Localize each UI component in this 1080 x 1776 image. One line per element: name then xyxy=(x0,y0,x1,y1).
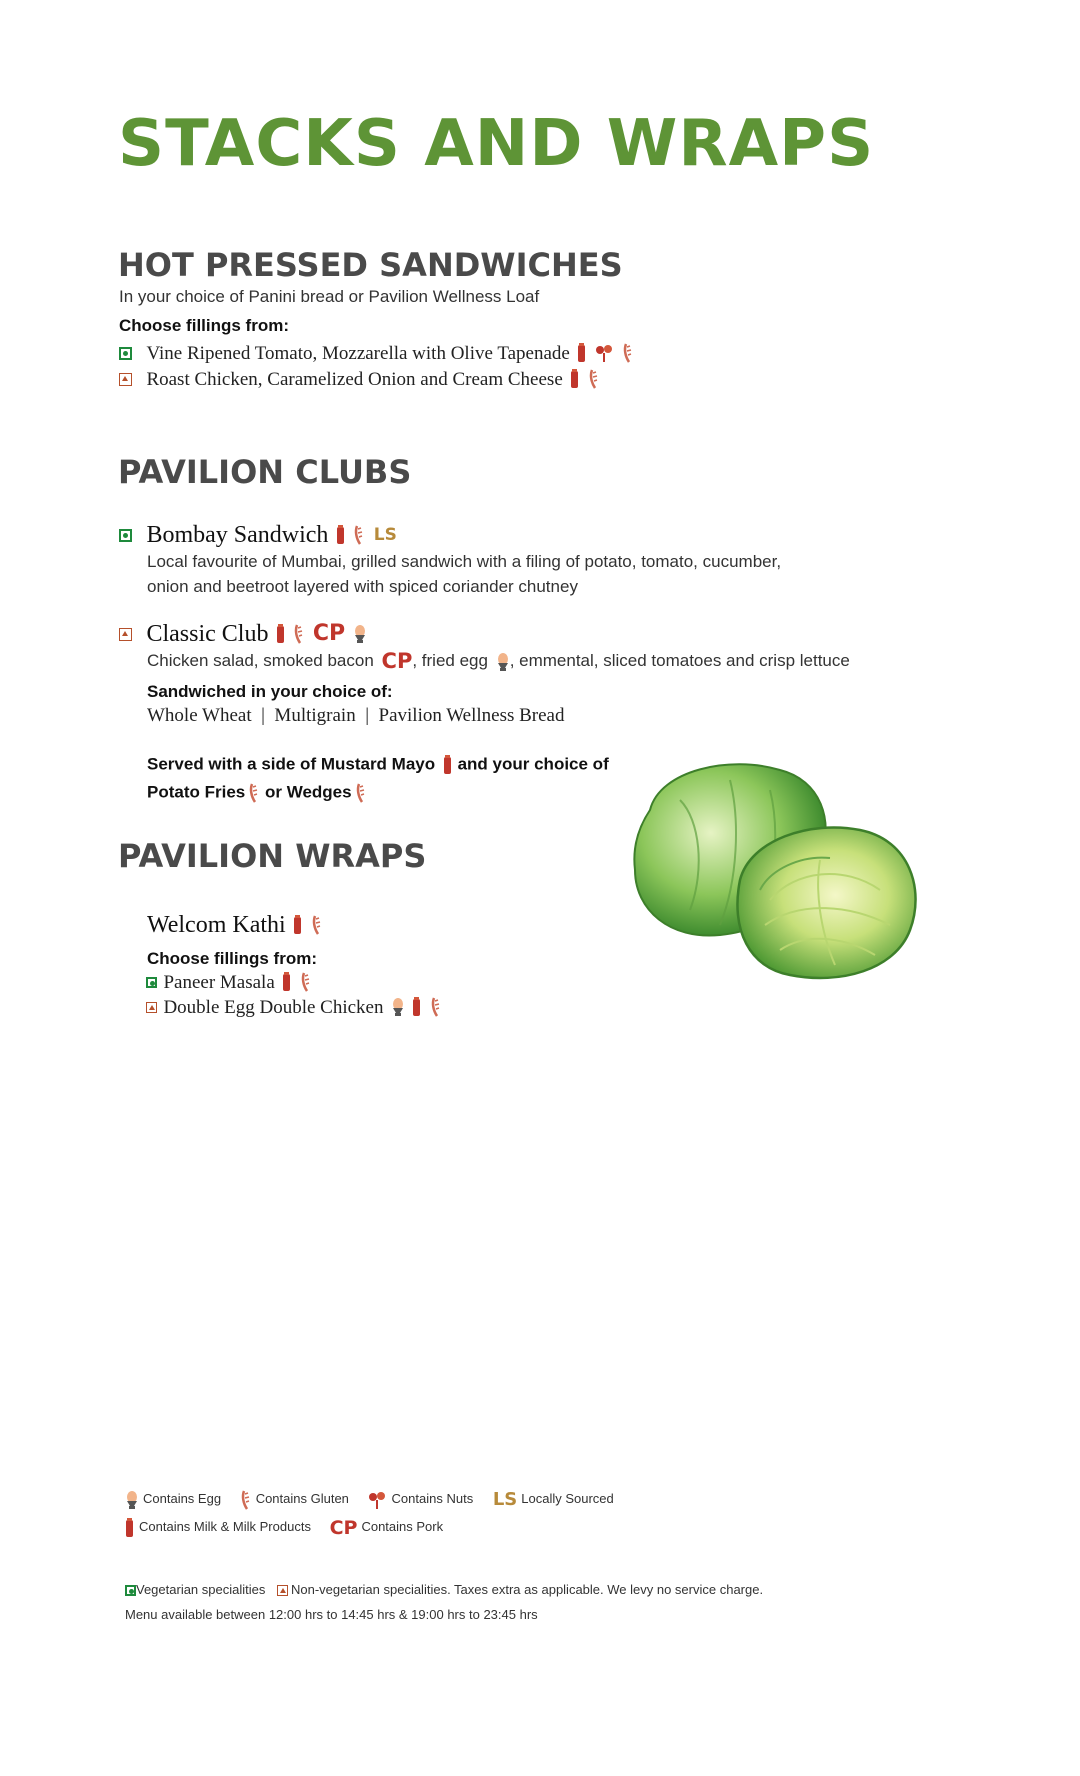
legend-label: Locally Sourced xyxy=(521,1491,614,1507)
filling-name: Roast Chicken, Caramelized Onion and Cream Cheese xyxy=(146,368,563,390)
section-title-wraps: PAVILION WRAPS xyxy=(118,837,427,875)
footer-veg-text: Vegetarian specialities xyxy=(136,1582,266,1597)
veg-icon xyxy=(119,347,132,360)
bread-options: Whole Wheat | Multigrain | Pavilion Wellness Bread xyxy=(147,705,565,726)
nuts-icon xyxy=(595,343,615,363)
veg-icon xyxy=(146,977,157,988)
milk-icon xyxy=(443,755,453,775)
non-veg-icon xyxy=(119,628,132,641)
pork-badge: CP xyxy=(381,649,413,674)
legend-label: Contains Pork xyxy=(361,1519,444,1535)
section-title-clubs: PAVILION CLUBS xyxy=(118,453,412,491)
gluten-icon xyxy=(293,624,305,644)
list-item xyxy=(146,997,442,1017)
legend-label: Contains Gluten xyxy=(255,1491,349,1507)
side-text: Potato Fries xyxy=(147,782,246,802)
wraps-choose-label: Choose fillings from: xyxy=(147,949,317,968)
non-veg-icon xyxy=(119,373,132,386)
menu-item-bombay-sandwich xyxy=(119,523,397,547)
side-line-1 xyxy=(147,755,609,775)
gluten-icon xyxy=(311,915,323,935)
description-text: , fried egg xyxy=(412,651,488,670)
gluten-icon xyxy=(355,783,367,803)
egg-icon xyxy=(353,625,367,643)
egg-icon xyxy=(125,1491,139,1509)
veg-icon xyxy=(119,529,132,542)
legend-label: Contains Nuts xyxy=(391,1491,474,1507)
description-text: , emmental, sliced tomatoes and crisp lettuce xyxy=(509,651,850,670)
item-description xyxy=(147,549,781,599)
list-item xyxy=(119,369,600,389)
pork-badge: CP xyxy=(312,621,346,646)
section-title-hot-pressed: HOT PRESSED SANDWICHES xyxy=(118,246,623,284)
list-item xyxy=(119,343,634,363)
non-veg-icon xyxy=(277,1585,288,1596)
pork-badge: CP xyxy=(329,1516,358,1539)
filling-name: Double Egg Double Chicken xyxy=(163,996,384,1018)
hot-pressed-choose-label: Choose fillings from: xyxy=(119,316,289,335)
egg-icon xyxy=(391,998,405,1016)
page-title: STACKS AND WRAPS xyxy=(118,107,875,181)
milk-icon xyxy=(125,1518,135,1538)
menu-item-classic-club xyxy=(119,622,367,646)
gluten-icon xyxy=(353,525,365,545)
milk-icon xyxy=(570,369,580,389)
description-line: Local favourite of Mumbai, grilled sandwich with a filing of potato, tomato, cucumber, xyxy=(147,552,782,571)
gluten-icon xyxy=(240,1490,252,1510)
nuts-icon xyxy=(368,1490,388,1510)
milk-icon xyxy=(412,997,422,1017)
lettuce-illustration xyxy=(620,750,930,995)
veg-icon xyxy=(125,1585,136,1596)
hot-pressed-subtitle: In your choice of Panini bread or Pavilion Wellness Loaf xyxy=(119,287,540,306)
side-text: and your choice of xyxy=(457,754,609,774)
side-text: or Wedges xyxy=(264,782,352,802)
non-veg-icon xyxy=(146,1002,157,1013)
menu-item-welcom-kathi xyxy=(147,913,323,937)
locally-sourced-badge: LS xyxy=(373,524,397,545)
side-line-2 xyxy=(147,783,367,803)
gluten-icon xyxy=(622,343,634,363)
list-item xyxy=(146,972,312,992)
description-line: onion and beetroot layered with spiced coriander chutney xyxy=(147,577,578,596)
gluten-icon xyxy=(588,369,600,389)
gluten-icon xyxy=(248,783,260,803)
egg-icon xyxy=(496,653,510,671)
legend-label: Contains Milk & Milk Products xyxy=(139,1519,311,1535)
legend-label: Contains Egg xyxy=(143,1491,222,1507)
item-name: Bombay Sandwich xyxy=(146,522,329,548)
milk-icon xyxy=(282,972,292,992)
milk-icon xyxy=(336,525,346,545)
footer-hours: Menu available between 12:00 hrs to 14:45 hrs & 19:00 hrs to 23:45 hrs xyxy=(125,1607,538,1622)
gluten-icon xyxy=(300,972,312,992)
filling-name: Paneer Masala xyxy=(163,971,275,993)
item-name: Classic Club xyxy=(146,621,269,647)
milk-icon xyxy=(293,915,303,935)
locally-sourced-badge: LS xyxy=(492,1489,518,1510)
gluten-icon xyxy=(430,997,442,1017)
footer-notes xyxy=(125,1583,763,1596)
footer-nonveg-text: Non-vegetarian specialities. Taxes extra as applicable. We levy no service charge. xyxy=(290,1582,764,1597)
legend-row-2 xyxy=(125,1518,455,1538)
bread-choice-label: Sandwiched in your choice of: xyxy=(147,682,393,701)
item-name: Welcom Kathi xyxy=(147,912,286,938)
item-description xyxy=(147,648,850,673)
milk-icon xyxy=(577,343,587,363)
filling-name: Vine Ripened Tomato, Mozzarella with Olive Tapenade xyxy=(146,342,570,364)
side-text: Served with a side of Mustard Mayo xyxy=(147,754,436,774)
description-text: Chicken salad, smoked bacon xyxy=(147,651,374,670)
milk-icon xyxy=(276,624,286,644)
legend-row-1 xyxy=(125,1490,626,1510)
